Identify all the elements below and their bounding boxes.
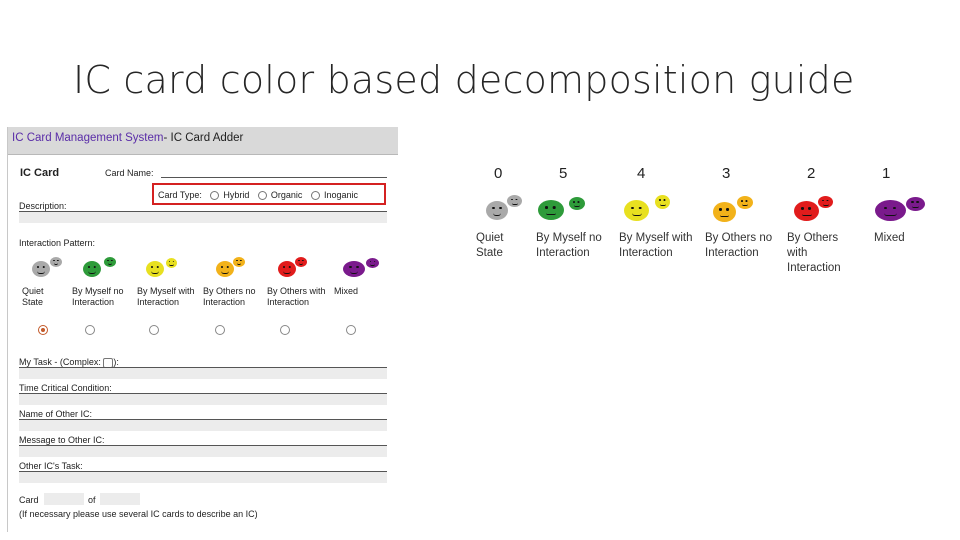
pattern-radio-mixed[interactable]	[346, 325, 356, 335]
footnote: (If necessary please use several IC cards to describe an IC)	[19, 509, 258, 519]
card-type-radio-hybrid[interactable]	[210, 191, 219, 200]
quiet-state-small-face-icon	[50, 257, 62, 267]
card-heading: IC Card	[20, 167, 60, 179]
time-critical-input[interactable]	[19, 394, 387, 405]
card-label: Card	[19, 495, 39, 505]
pattern-label-others-no-interaction: By Others no Interaction	[203, 286, 256, 307]
app-title-bar	[8, 127, 398, 155]
others-with-interaction-face-icon	[278, 261, 296, 277]
card-total-input[interactable]	[100, 493, 140, 505]
my-task-input[interactable]	[19, 368, 387, 379]
legend-others-no-interaction-small-face-icon	[737, 196, 753, 209]
myself-no-interaction-face-icon	[83, 261, 101, 277]
legend-others-with-interaction-face-icon	[794, 201, 819, 221]
legend-myself-with-interaction-small-face-icon	[655, 195, 670, 209]
app-title-sub: - IC Card Adder	[163, 132, 244, 144]
legend-others-no-interaction-face-icon	[713, 202, 736, 222]
message-input[interactable]	[19, 446, 387, 457]
legend-myself-no-interaction-small-face-icon	[569, 197, 585, 210]
pattern-label-others-with-interaction: By Others with Interaction	[267, 286, 326, 307]
legend-mixed-small-face-icon	[906, 197, 925, 211]
legend-number-others-no-interaction: 3	[722, 165, 731, 182]
pattern-radio-others-with-interaction[interactable]	[280, 325, 290, 335]
card-name-label: Card Name:	[105, 168, 154, 178]
app-title-main: IC Card Management System	[12, 132, 164, 144]
card-type-option-hybrid: Hybrid	[223, 190, 250, 200]
myself-no-interaction-small-face-icon	[104, 257, 116, 267]
of-label: of	[88, 495, 96, 505]
pattern-label-myself-no-interaction: By Myself no Interaction	[72, 286, 124, 307]
legend-number-myself-no-interaction: 5	[559, 165, 568, 182]
card-type-group	[158, 190, 358, 200]
card-type-label: Card Type:	[158, 190, 202, 200]
legend-label-others-no-interaction: By Others no Interaction	[705, 232, 773, 259]
time-critical-label: Time Critical Condition:	[19, 383, 112, 393]
legend-myself-with-interaction-face-icon	[624, 200, 649, 221]
interaction-pattern-label: Interaction Pattern:	[19, 238, 96, 248]
ic-card-form-screenshot	[7, 127, 398, 532]
pattern-radio-others-no-interaction[interactable]	[215, 325, 225, 335]
card-name-input[interactable]	[161, 177, 387, 178]
myself-with-interaction-face-icon	[146, 261, 164, 277]
legend-quiet-face-icon	[486, 201, 508, 220]
slide-title: IC card color based decomposition guide	[73, 58, 855, 102]
others-no-interaction-small-face-icon	[233, 257, 245, 267]
app-title	[12, 132, 243, 144]
legend-quiet-small-face-icon	[507, 195, 522, 207]
pattern-radio-myself-no-interaction[interactable]	[85, 325, 95, 335]
other-ic-name-input[interactable]	[19, 420, 387, 431]
legend-number-others-with-interaction: 2	[807, 165, 816, 182]
ic-card-panel	[19, 161, 387, 527]
card-number-input[interactable]	[44, 493, 84, 505]
other-task-input[interactable]	[19, 472, 387, 483]
legend-label-myself-with-interaction: By Myself with Interaction	[619, 232, 693, 259]
legend-others-with-interaction-small-face-icon	[818, 196, 833, 208]
legend-mixed-face-icon	[875, 200, 906, 221]
card-type-option-organic: Organic	[270, 190, 303, 200]
legend-number-myself-with-interaction: 4	[637, 165, 646, 182]
legend-label-others-with-interaction: By Others with Interaction	[787, 232, 841, 274]
legend-number-mixed: 1	[882, 165, 891, 182]
card-type-option-inorganic: Inoganic	[323, 190, 358, 200]
description-label: Description:	[19, 201, 67, 211]
pattern-label-mixed: Mixed	[334, 286, 359, 296]
description-input[interactable]	[19, 212, 387, 223]
mixed-face-icon	[343, 261, 365, 277]
legend-number-quiet: 0	[494, 165, 503, 182]
message-label: Message to Other IC:	[19, 435, 105, 445]
pattern-radio-quiet[interactable]	[38, 325, 48, 335]
legend-label-myself-no-interaction: By Myself no Interaction	[536, 232, 602, 259]
other-task-label: Other IC's Task:	[19, 461, 83, 471]
legend-label-quiet: Quiet State	[476, 232, 504, 259]
myself-with-interaction-small-face-icon	[166, 258, 177, 268]
other-ic-name-label: Name of Other IC:	[19, 409, 93, 419]
others-no-interaction-face-icon	[216, 261, 234, 277]
legend-myself-no-interaction-face-icon	[538, 200, 564, 220]
mixed-small-face-icon	[366, 258, 379, 268]
quiet-state-face-icon	[32, 261, 50, 277]
card-type-radio-inorganic[interactable]	[311, 191, 320, 200]
pattern-label-myself-with-interaction: By Myself with Interaction	[137, 286, 195, 307]
card-type-radio-organic[interactable]	[258, 191, 267, 200]
pattern-radio-myself-with-interaction[interactable]	[149, 325, 159, 335]
legend-label-mixed: Mixed	[874, 232, 905, 244]
my-task-label: My Task - (Complex:	[19, 357, 101, 367]
my-task-suffix: ):	[113, 357, 119, 367]
pattern-label-quiet: Quiet State	[22, 286, 44, 307]
others-with-interaction-small-face-icon	[295, 257, 307, 267]
